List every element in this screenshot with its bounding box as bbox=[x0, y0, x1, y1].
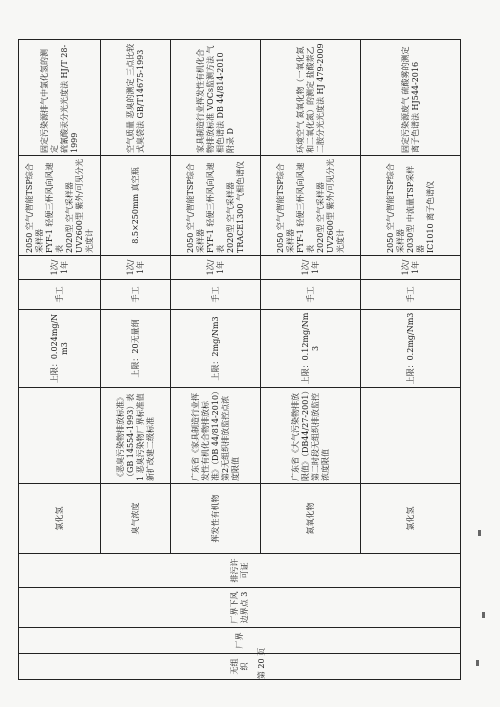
item-cell: 挥发性有机物 bbox=[171, 484, 261, 554]
group-boundary: 厂界 bbox=[19, 628, 461, 654]
freq-cell: 1次/1年 bbox=[261, 256, 361, 280]
scan-mark bbox=[482, 612, 485, 618]
method-cell: 固定污染源废气 硫酸雾的测定 离子色谱法 HJ544-2016 bbox=[361, 40, 461, 156]
freq-cell: 1次/1年 bbox=[19, 256, 101, 280]
limit-cell: 上限：0.2mg/Nm3 bbox=[361, 310, 461, 388]
mode-cell: 手工 bbox=[101, 280, 171, 310]
basis-cell: 《恶臭污染物排放标准》（GB 14554-1993）表 1 恶臭污染物厂界标准值新扩改建二级标准 bbox=[101, 388, 171, 484]
method-cell: 固定污染源排气中氯化氢的测定 硫氰酸汞分光光度法 HJ/T 28-1999 bbox=[19, 40, 101, 156]
rotated-table-container bbox=[18, 40, 460, 680]
item-cell: 臭气浓度 bbox=[101, 484, 171, 554]
limit-cell: 上限：0.12mg/Nm3 bbox=[261, 310, 361, 388]
item-cell: 氯化氢 bbox=[19, 484, 101, 554]
method-cell: 环境空气 氮氧化物（一氧化氮和二氧化氮）的测定 盐酸萘乙二胺分光光度法 HJ 479-2009 bbox=[261, 40, 361, 156]
item-cell: 氮氧化物 bbox=[261, 484, 361, 554]
table-row bbox=[19, 40, 101, 680]
instrument-cell: 2050 空气/智能TSP综合采样器 2030型 中流量TSP采样器 IC1010 离子色谱仪 bbox=[361, 156, 461, 256]
instrument-cell: 2050 空气/智能TSP综合采样器 FYF-1 轻便三杯风向风速表 2020型 空气采样器 UV2600型 紫外/可见分光光度计 bbox=[261, 156, 361, 256]
mode-cell: 手工 bbox=[261, 280, 361, 310]
limit-cell: 上限：0.024mg/Nm3 bbox=[19, 310, 101, 388]
basis-cell bbox=[19, 388, 101, 484]
group-outer: 无组织 bbox=[19, 654, 461, 680]
scan-mark bbox=[476, 660, 479, 666]
basis-cell: 广东省《家具制造行业挥发性有机化合物排放标准》（DB 44/814-2010）第2无组织排放监控点浓度限值 bbox=[171, 388, 261, 484]
limit-cell: 上限：20无量纲 bbox=[101, 310, 171, 388]
instrument-cell: 2050 空气/智能TSP综合采样器 FYF-1 轻便三杯风向风速表 2020型 空气采样器 TRACE1300 气相色谱仪 bbox=[171, 156, 261, 256]
mode-cell: 手工 bbox=[171, 280, 261, 310]
scan-mark bbox=[478, 530, 481, 536]
method-cell: 空气质量 恶臭的测定 三点比较式臭袋法 GB/T14675-1993 bbox=[101, 40, 171, 156]
page-number: 第 20 页 bbox=[257, 647, 267, 680]
freq-cell: 1次/1年 bbox=[101, 256, 171, 280]
group-site: 厂界下风边界点 3 bbox=[19, 588, 461, 628]
basis-cell bbox=[361, 388, 461, 484]
instrument-cell: 8.5×250mm 真空瓶 bbox=[101, 156, 171, 256]
mode-cell: 手工 bbox=[19, 280, 101, 310]
freq-cell: 1次/1年 bbox=[361, 256, 461, 280]
method-cell: 家具制造行业挥发性有机化合物排放标准 VOCs监测方法 气相色谱法 DB 44/814-2010 附录 D bbox=[171, 40, 261, 156]
monitoring-table bbox=[18, 39, 461, 680]
item-cell: 氯化氢 bbox=[361, 484, 461, 554]
basis-cell: 广东省《大气污染物排放限值》（DB44/27-2001）第二时段无组织排放监控浓度限值 bbox=[261, 388, 361, 484]
instrument-cell: 2050 空气/智能TSP综合采样器 FYF-1 轻便三杯风向风速表 2020型 空气采样器 UV2600型 紫外/可见分光光度计 bbox=[19, 156, 101, 256]
limit-cell: 上限：2mg/Nm3 bbox=[171, 310, 261, 388]
freq-cell: 1次/1年 bbox=[171, 256, 261, 280]
mode-cell: 手工 bbox=[361, 280, 461, 310]
group-permit: 排污许可证 bbox=[19, 554, 461, 588]
